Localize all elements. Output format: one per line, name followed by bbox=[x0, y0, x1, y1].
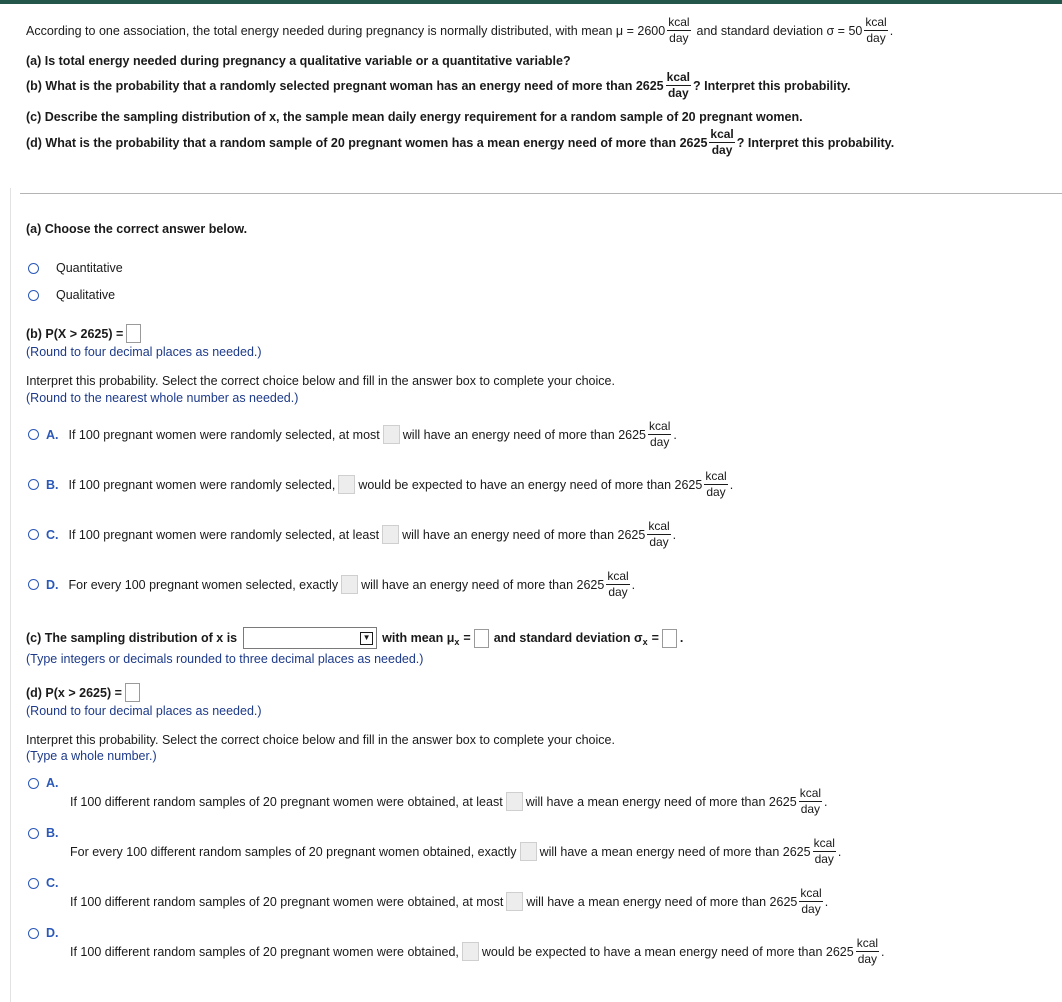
radio-icon[interactable] bbox=[28, 928, 39, 939]
answer-input[interactable] bbox=[506, 892, 523, 911]
unit-fraction: $\frac{\text{kcal}}{\text{day}}$ bbox=[607, 569, 629, 599]
radio-icon[interactable] bbox=[28, 778, 39, 789]
answer-input[interactable] bbox=[383, 425, 400, 444]
unit-fraction: $\frac{\text{kcal}}{\text{day}}$ bbox=[710, 127, 734, 157]
option-quantitative[interactable]: Quantitative bbox=[28, 260, 123, 276]
top-accent-bar bbox=[0, 0, 1062, 4]
answer-input[interactable] bbox=[520, 842, 537, 861]
unit-fraction: $\frac{\text{kcal}}{\text{day}}$ bbox=[666, 70, 690, 100]
radio-icon[interactable] bbox=[28, 878, 39, 889]
choice-d-c-letter[interactable]: C. bbox=[28, 875, 59, 891]
round-note: (Round to four decimal places as needed.) bbox=[26, 704, 262, 718]
unit-fraction: $\frac{\text{kcal}}{\text{day}}$ bbox=[668, 15, 690, 45]
answer-input[interactable] bbox=[506, 792, 523, 811]
option-qualitative[interactable]: Qualitative bbox=[28, 287, 115, 303]
distribution-dropdown[interactable] bbox=[243, 627, 377, 649]
unit-fraction: $\frac{\text{kcal}}{\text{day}}$ bbox=[649, 419, 671, 449]
interpret-note: (Type a whole number.) bbox=[26, 749, 157, 763]
interpret-instruction: Interpret this probability. Select the correct choice below and fill in the answer box to complete your choice. bbox=[26, 733, 615, 747]
answer-input[interactable] bbox=[462, 942, 479, 961]
unit-fraction: $\frac{\text{kcal}}{\text{day}}$ bbox=[648, 519, 670, 549]
choice-b-b[interactable]: B. If 100 pregnant women were randomly selected, would be expected to have an energy need of more than 2625 $\frac{\text{kcal}}{\text{day}}$ . bbox=[28, 470, 733, 499]
left-border bbox=[10, 188, 11, 1002]
question-d: (d) What is the probability that a random sample of 20 pregnant women has a mean energy need of more than 2625 $\frac{\text{kcal}}{\text{day}}$ ? Interpret this probability. bbox=[26, 127, 895, 157]
problem-intro: According to one association, the total energy needed during pregnancy is normally distributed, with mean μ = 2600 $\frac{\text{kcal}}{\text{day}}$ and standard deviation σ = 50 $\frac{\text{kcal}}{\text{day}}$ . bbox=[26, 15, 894, 45]
choice-b-c[interactable]: C. If 100 pregnant women were randomly selected, at least will have an energy need of more than 2625 $\frac{\text{kcal}}{\text{day}}$ . bbox=[28, 520, 676, 549]
question-b: (b) What is the probability that a randomly selected pregnant woman has an energy need of more than 2625 $\frac{\text{kcal}}{\text{day}}$ ? Interpret this probability. bbox=[26, 70, 851, 100]
choice-d-d-letter[interactable]: D. bbox=[28, 925, 59, 941]
unit-fraction: $\frac{\text{kcal}}{\text{day}}$ bbox=[813, 836, 835, 866]
answer-input-sd[interactable] bbox=[662, 629, 677, 648]
interpret-note: (Round to the nearest whole number as needed.) bbox=[26, 391, 299, 405]
round-note: (Round to four decimal places as needed.) bbox=[26, 345, 262, 359]
unit-fraction: $\frac{\text{kcal}}{\text{day}}$ bbox=[865, 15, 887, 45]
part-a-heading: (a) Choose the correct answer below. bbox=[26, 222, 248, 236]
radio-icon[interactable] bbox=[28, 529, 39, 540]
unit-fraction: $\frac{\text{kcal}}{\text{day}}$ bbox=[799, 786, 822, 816]
choice-d-b-letter[interactable]: B. bbox=[28, 825, 59, 841]
radio-icon[interactable] bbox=[28, 263, 39, 274]
answer-input-mean[interactable] bbox=[474, 629, 489, 648]
intro-sd-text: and standard deviation σ = 50 bbox=[696, 23, 863, 38]
answer-input[interactable] bbox=[341, 575, 358, 594]
section-divider bbox=[20, 193, 1062, 194]
answer-input-d-prob[interactable] bbox=[125, 683, 140, 702]
choice-d-b: For every 100 different random samples of 20 pregnant women obtained, exactly will have a mean energy need of more than 2625 $\frac{\text{kcal}}{\text{day}}$ . bbox=[70, 836, 842, 866]
unit-fraction: $\frac{\text{kcal}}{\text{day}}$ bbox=[800, 886, 822, 916]
choice-b-d[interactable]: D. For every 100 pregnant women selected, exactly will have an energy need of more than 2625 $\frac{\text{kcal}}{\text{day}}$ . bbox=[28, 570, 635, 599]
radio-icon[interactable] bbox=[28, 290, 39, 301]
choice-d-a-letter[interactable]: A. bbox=[28, 775, 59, 791]
question-c: (c) Describe the sampling distribution of x, the sample mean daily energy requirement for a random sample of 20 pregnant women. bbox=[26, 110, 803, 124]
unit-fraction: $\frac{\text{kcal}}{\text{day}}$ bbox=[705, 469, 727, 499]
radio-icon[interactable] bbox=[28, 479, 39, 490]
radio-icon[interactable] bbox=[28, 828, 39, 839]
choice-d-d: If 100 different random samples of 20 pregnant women were obtained, would be expected to have a mean energy need of more than 2625 $\frac{\text{kcal}}{\text{day}}$ . bbox=[70, 936, 885, 966]
choice-d-c: If 100 different random samples of 20 pregnant women were obtained, at most will have a mean energy need of more than 2625 $\frac{\text{kcal}}{\text{day}}$ . bbox=[70, 886, 829, 916]
part-b-prob: (b) P(X > 2625) = bbox=[26, 324, 144, 343]
answer-input[interactable] bbox=[382, 525, 399, 544]
dropdown-arrow-icon[interactable]: ▼ bbox=[360, 632, 373, 645]
choice-b-a[interactable]: A. If 100 pregnant women were randomly selected, at most will have an energy need of more than 2625 $\frac{\text{kcal}}{\text{day}}$ . bbox=[28, 420, 677, 449]
interpret-instruction: Interpret this probability. Select the correct choice below and fill in the answer box to complete your choice. bbox=[26, 374, 615, 388]
radio-icon[interactable] bbox=[28, 579, 39, 590]
unit-fraction: $\frac{\text{kcal}}{\text{day}}$ bbox=[856, 936, 879, 966]
answer-input-b-prob[interactable] bbox=[126, 324, 141, 343]
choice-d-a: If 100 different random samples of 20 pregnant women were obtained, at least will have a mean energy need of more than 2625 $\frac{\text{kcal}}{\text{day}}$ . bbox=[70, 786, 828, 816]
intro-text: According to one association, the total energy needed during pregnancy is normally distributed, with mean μ = 2600 bbox=[26, 23, 666, 38]
part-c-line: (c) The sampling distribution of x is ▼ with mean μ x = and standard deviation σ x = . bbox=[26, 627, 683, 649]
question-a: (a) Is total energy needed during pregnancy a qualitative variable or a quantitative variable? bbox=[26, 54, 571, 68]
part-d-prob: (d) P(x > 2625) = bbox=[26, 683, 143, 702]
answer-input[interactable] bbox=[338, 475, 355, 494]
part-c-note: (Type integers or decimals rounded to three decimal places as needed.) bbox=[26, 652, 424, 666]
radio-icon[interactable] bbox=[28, 429, 39, 440]
